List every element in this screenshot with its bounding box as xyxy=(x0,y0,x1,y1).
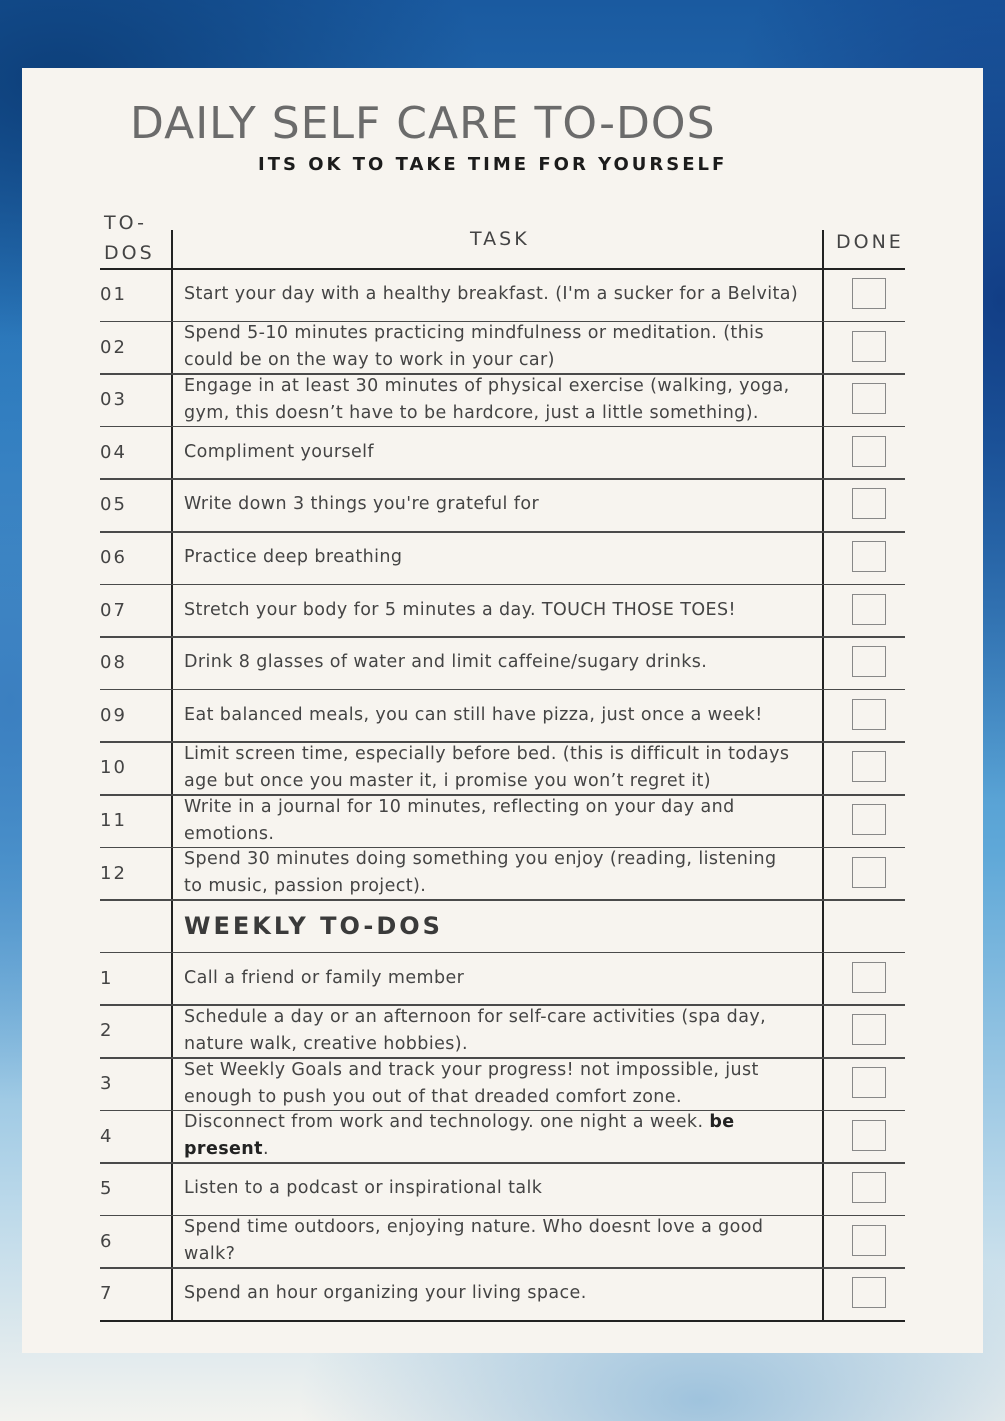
row-number: 09 xyxy=(100,704,127,726)
task-label: Write in a journal for 10 minutes, reflecting on your day and emotions. xyxy=(184,796,735,844)
task-text xyxy=(184,320,800,374)
task-label: Stretch your body for 5 minutes a day. TOUCH THOSE TOES! xyxy=(184,599,736,620)
table-row xyxy=(100,847,905,900)
task-label: Start your day with a healthy breakfast. (I'm a sucker for a Belvita) xyxy=(184,284,799,304)
task-label: Spend an hour organizing your living space. xyxy=(184,1283,587,1304)
row-number: 4 xyxy=(100,1125,114,1147)
done-checkbox[interactable] xyxy=(852,541,886,572)
done-checkbox[interactable] xyxy=(852,962,886,993)
table-row xyxy=(100,689,905,742)
done-checkbox[interactable] xyxy=(852,278,886,309)
table-row xyxy=(100,1110,905,1163)
row-task xyxy=(184,1057,800,1110)
task-label: Limit screen time, especially before bed. (this is difficult in todays age but once you master it, i promise you won’t regret it) xyxy=(184,743,790,791)
row-task xyxy=(184,531,800,584)
row-task xyxy=(184,426,800,479)
row-task xyxy=(184,1110,800,1163)
done-checkbox[interactable] xyxy=(852,383,886,414)
done-checkbox[interactable] xyxy=(852,331,886,362)
task-text xyxy=(184,702,763,729)
row-number: 01 xyxy=(100,284,127,305)
task-text xyxy=(184,491,539,518)
row-number: 7 xyxy=(100,1283,114,1305)
task-text xyxy=(184,1004,800,1058)
task-tail: . xyxy=(262,1139,269,1160)
row-number: 06 xyxy=(100,547,127,568)
task-label: Disconnect from work and technology. one night a week. xyxy=(184,1112,704,1133)
table-row xyxy=(100,741,905,794)
row-task xyxy=(184,741,800,794)
task-label: Practice deep breathing xyxy=(184,547,403,567)
row-number: 11 xyxy=(100,810,127,831)
table-row xyxy=(100,1004,905,1057)
done-checkbox[interactable] xyxy=(852,436,886,467)
row-task xyxy=(184,1215,800,1268)
task-label: Spend 30 minutes doing something you enjoy (reading, listening to music, passion project). xyxy=(184,849,777,897)
header-done: DONE xyxy=(836,231,904,253)
task-text xyxy=(184,1109,800,1163)
done-checkbox[interactable] xyxy=(852,1120,886,1151)
row-task xyxy=(184,1004,800,1057)
row-task xyxy=(184,636,800,689)
row-task xyxy=(184,689,800,742)
page-subtitle: ITS OK TO TAKE TIME FOR YOURSELF xyxy=(258,154,728,175)
done-checkbox[interactable] xyxy=(852,1225,886,1256)
row-number: 02 xyxy=(100,336,127,358)
row-rule xyxy=(100,1320,905,1322)
header-todos: TO-DOS xyxy=(104,212,155,264)
task-text xyxy=(184,1175,542,1202)
task-text xyxy=(184,1280,587,1307)
task-emphasis: be present xyxy=(184,1112,735,1160)
checklist-sheet xyxy=(22,68,983,1353)
table-row xyxy=(100,1162,905,1215)
row-task xyxy=(184,268,800,321)
task-label: Compliment yourself xyxy=(184,441,374,462)
row-task xyxy=(184,952,800,1005)
task-label: Listen to a podcast or inspirational talk xyxy=(184,1178,543,1199)
task-text xyxy=(184,649,707,676)
done-checkbox[interactable] xyxy=(852,857,886,888)
table-row xyxy=(100,584,905,637)
header-task: TASK xyxy=(470,228,530,250)
task-text xyxy=(184,846,800,900)
row-number: 12 xyxy=(100,862,127,884)
task-label: Schedule a day or an afternoon for self-care activities (spa day, nature walk, creative hobbies). xyxy=(184,1006,767,1054)
table-row xyxy=(100,636,905,689)
task-text xyxy=(184,1214,800,1268)
done-checkbox[interactable] xyxy=(852,646,886,677)
task-label: Spend 5-10 minutes practicing mindfulness or meditation. (this could be on the way to work in your car) xyxy=(184,323,764,371)
table-row xyxy=(100,426,905,479)
task-label: Write down 3 things you're grateful for xyxy=(184,494,540,515)
row-number: 2 xyxy=(100,1020,114,1042)
row-number: 07 xyxy=(100,599,127,621)
row-task xyxy=(184,373,800,426)
row-task xyxy=(184,847,800,900)
table-row xyxy=(100,1267,905,1320)
done-checkbox[interactable] xyxy=(852,1172,886,1203)
row-number: 08 xyxy=(100,652,127,674)
page-title: DAILY SELF CARE TO-DOS xyxy=(130,98,716,149)
done-checkbox[interactable] xyxy=(852,1277,886,1308)
done-checkbox[interactable] xyxy=(852,488,886,519)
row-number: 05 xyxy=(100,494,127,516)
done-checkbox[interactable] xyxy=(852,751,886,782)
done-checkbox[interactable] xyxy=(852,804,886,835)
task-text xyxy=(184,965,464,992)
task-label: Call a friend or family member xyxy=(184,967,465,988)
table-row xyxy=(100,531,905,584)
task-label: Engage in at least 30 minutes of physical exercise (walking, yoga, gym, this doesn’t have to be hardcore, just a little something). xyxy=(184,375,790,423)
row-task xyxy=(184,1267,800,1320)
row-task xyxy=(184,1162,800,1215)
task-text xyxy=(184,741,800,795)
row-number: 6 xyxy=(100,1230,114,1252)
done-checkbox[interactable] xyxy=(852,699,886,730)
task-text xyxy=(184,597,736,624)
table-row xyxy=(100,952,905,1005)
table-row xyxy=(100,321,905,374)
row-number: 5 xyxy=(100,1178,114,1200)
task-label: Spend time outdoors, enjoying nature. Who doesnt love a good walk? xyxy=(184,1217,764,1265)
row-number: 10 xyxy=(100,757,127,779)
table-row xyxy=(100,1057,905,1110)
row-task xyxy=(184,584,800,637)
row-number: 1 xyxy=(100,967,114,989)
section-row xyxy=(100,899,905,952)
row-number: 3 xyxy=(100,1073,114,1094)
row-task xyxy=(184,478,800,531)
task-text xyxy=(184,544,402,571)
task-label: Eat balanced meals, you can still have pizza, just once a week! xyxy=(184,704,763,725)
done-checkbox[interactable] xyxy=(852,594,886,625)
table-row xyxy=(100,268,905,321)
table-row xyxy=(100,1215,905,1268)
task-text xyxy=(184,373,800,427)
task-text xyxy=(184,1057,800,1111)
table-row xyxy=(100,794,905,847)
task-label: Drink 8 glasses of water and limit caffeine/sugary drinks. xyxy=(184,652,708,673)
done-checkbox[interactable] xyxy=(852,1014,886,1045)
table-row xyxy=(100,478,905,531)
task-text xyxy=(184,439,374,466)
row-number: 04 xyxy=(100,441,127,463)
weekly-section-title: WEEKLY TO-DOS xyxy=(184,911,443,940)
row-task xyxy=(184,321,800,374)
row-number: 03 xyxy=(100,389,127,411)
task-text xyxy=(184,281,798,308)
row-task xyxy=(184,794,800,847)
table-row xyxy=(100,373,905,426)
task-label: Set Weekly Goals and track your progress! not impossible, just enough to push you out of that dreaded comfort zone. xyxy=(184,1059,759,1107)
done-checkbox[interactable] xyxy=(852,1067,886,1098)
task-text xyxy=(184,794,800,848)
